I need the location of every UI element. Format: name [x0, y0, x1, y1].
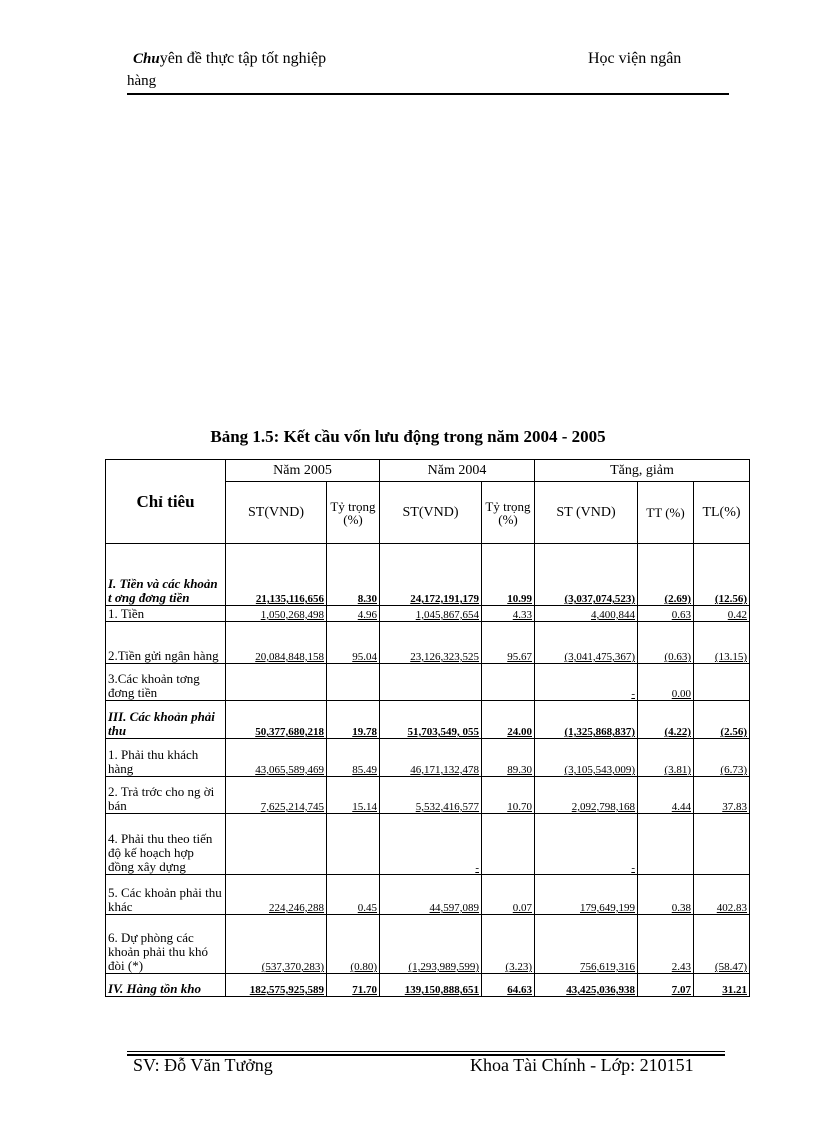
row-st-2005: 1,050,268,498	[226, 606, 327, 622]
header-ty-2005: Tỷ trọng (%)	[327, 482, 380, 544]
row-tl	[694, 664, 750, 701]
table-row	[106, 664, 750, 701]
row-ty-2005: (0.80)	[327, 915, 380, 974]
row-st-2004: 44,597,089	[380, 875, 482, 915]
header-st-change: ST (VND)	[535, 482, 638, 544]
table-row	[106, 875, 750, 915]
row-tl: 37.83	[694, 777, 750, 814]
row-st-change: -	[535, 664, 638, 701]
row-st-2004: 46,171,132,478	[380, 739, 482, 777]
row-st-change: 2,092,798,168	[535, 777, 638, 814]
row-label: 5. Các khoản phải thu khác	[106, 875, 226, 915]
row-ty-2004: 10.70	[482, 777, 535, 814]
footer-student: SV: Đỗ Văn Tưởng	[133, 1055, 273, 1075]
row-tt: 0.00	[638, 664, 694, 701]
table-row	[106, 544, 750, 606]
row-ty-2005: 19.78	[327, 701, 380, 739]
row-ty-2004: 10.99	[482, 544, 535, 606]
row-label: 3.Các khoản tơng đơng tiền	[106, 664, 226, 701]
row-label: 2. Trả trớc cho ng ời bán	[106, 777, 226, 814]
row-label: I. Tiền và các khoản t ơng đơng tiền	[106, 544, 226, 606]
row-st-2005: (537,370,283)	[226, 915, 327, 974]
table-row	[106, 739, 750, 777]
row-ty-2004: 89.30	[482, 739, 535, 777]
row-tl: 31.21	[694, 974, 750, 997]
header-left-continuation: hàng	[127, 73, 157, 89]
row-tt: 0.38	[638, 875, 694, 915]
capital-structure-table	[105, 459, 750, 997]
footer-rule-thin	[127, 1051, 725, 1052]
row-ty-2004	[482, 814, 535, 875]
row-ty-2005: 8.30	[327, 544, 380, 606]
header-tt: TT (%)	[638, 482, 694, 544]
table-title: Bảng 1.5: Kết cầu vốn lưu động trong năm 2004 - 2005	[210, 427, 606, 446]
row-ty-2005: 4.96	[327, 606, 380, 622]
row-tl: (13.15)	[694, 622, 750, 664]
header-tl: TL(%)	[694, 482, 750, 544]
row-st-2004: 23,126,323,525	[380, 622, 482, 664]
row-st-change: 756,619,316	[535, 915, 638, 974]
row-ty-2004: (3.23)	[482, 915, 535, 974]
header-cursive-prefix: Chu	[133, 51, 160, 67]
row-st-change: -	[535, 814, 638, 875]
row-st-2005: 43,065,589,469	[226, 739, 327, 777]
row-tt: (3.81)	[638, 739, 694, 777]
header-group-2005: Năm 2005	[226, 460, 380, 482]
row-tt: 0.63	[638, 606, 694, 622]
row-st-change: (1,325,868,837)	[535, 701, 638, 739]
row-tt: (2.69)	[638, 544, 694, 606]
table-row	[106, 974, 750, 997]
row-tl	[694, 814, 750, 875]
row-label: 4. Phải thu theo tiến độ kế hoạch hợp đồng xây dựng	[106, 814, 226, 875]
row-st-change: (3,041,475,367)	[535, 622, 638, 664]
row-st-2005: 21,135,116,656	[226, 544, 327, 606]
row-st-2005: 50,377,680,218	[226, 701, 327, 739]
row-tt: 7.07	[638, 974, 694, 997]
row-ty-2004: 0.07	[482, 875, 535, 915]
table-row	[106, 915, 750, 974]
header-left	[133, 50, 326, 68]
row-st-2005: 7,625,214,745	[226, 777, 327, 814]
row-tt	[638, 814, 694, 875]
table-row	[106, 777, 750, 814]
row-label: 6. Dự phòng các khoản phải thu khó đòi (*)	[106, 915, 226, 974]
footer-class: Khoa Tài Chính - Lớp: 210151	[470, 1055, 694, 1075]
row-st-2004: 5,532,416,577	[380, 777, 482, 814]
row-st-2005: 224,246,288	[226, 875, 327, 915]
row-st-2005: 20,084,848,158	[226, 622, 327, 664]
header-chi-tieu: Chỉ tiêu	[106, 460, 226, 544]
table-row	[106, 622, 750, 664]
row-label: III. Các khoản phải thu	[106, 701, 226, 739]
row-ty-2005: 0.45	[327, 875, 380, 915]
header-ty-2004: Tỷ trọng (%)	[482, 482, 535, 544]
table-row	[106, 814, 750, 875]
row-ty-2005	[327, 814, 380, 875]
row-ty-2004	[482, 664, 535, 701]
row-tt: 2.43	[638, 915, 694, 974]
row-label: 1. Tiền	[106, 606, 226, 622]
table-row	[106, 606, 750, 622]
row-tl: (2.56)	[694, 701, 750, 739]
row-st-2004: 51,703,549, 055	[380, 701, 482, 739]
row-ty-2005	[327, 664, 380, 701]
row-ty-2005: 85.49	[327, 739, 380, 777]
header-group-2004: Năm 2004	[380, 460, 535, 482]
row-label: 1. Phải thu khách hàng	[106, 739, 226, 777]
row-label: IV. Hàng tồn kho	[106, 974, 226, 997]
row-st-2005	[226, 664, 327, 701]
row-ty-2004: 4.33	[482, 606, 535, 622]
row-st-2004: 139,150,888,651	[380, 974, 482, 997]
row-ty-2004: 24.00	[482, 701, 535, 739]
row-tl: 402.83	[694, 875, 750, 915]
row-tl: (6.73)	[694, 739, 750, 777]
row-st-change: 43,425,036,938	[535, 974, 638, 997]
row-st-change: 4,400,844	[535, 606, 638, 622]
row-label: 2.Tiền gửi ngân hàng	[106, 622, 226, 664]
row-st-2004	[380, 664, 482, 701]
row-tt: (4.22)	[638, 701, 694, 739]
row-st-change: (3,105,543,009)	[535, 739, 638, 777]
row-st-2005	[226, 814, 327, 875]
row-st-2004: (1,293,989,599)	[380, 915, 482, 974]
row-tt: 4.44	[638, 777, 694, 814]
row-ty-2005: 15.14	[327, 777, 380, 814]
header-rule	[127, 93, 729, 95]
row-ty-2005: 71.70	[327, 974, 380, 997]
header-st-2004: ST(VND)	[380, 482, 482, 544]
header-left-text: yên đề thực tập tốt nghiệp	[159, 50, 327, 67]
row-ty-2004: 64.63	[482, 974, 535, 997]
row-tl: 0.42	[694, 606, 750, 622]
row-st-change: (3,037,074,523)	[535, 544, 638, 606]
row-st-2004: -	[380, 814, 482, 875]
row-tt: (0.63)	[638, 622, 694, 664]
table-row	[106, 701, 750, 739]
row-tl: (58.47)	[694, 915, 750, 974]
header-group-change: Tăng, giảm	[535, 460, 750, 482]
row-st-2004: 1,045,867,654	[380, 606, 482, 622]
row-tl: (12.56)	[694, 544, 750, 606]
row-ty-2004: 95.67	[482, 622, 535, 664]
row-st-2004: 24,172,191,179	[380, 544, 482, 606]
header-right: Học viện ngân	[588, 50, 682, 67]
header-st-2005: ST(VND)	[226, 482, 327, 544]
row-st-2005: 182,575,925,589	[226, 974, 327, 997]
row-st-change: 179,649,199	[535, 875, 638, 915]
row-ty-2005: 95.04	[327, 622, 380, 664]
